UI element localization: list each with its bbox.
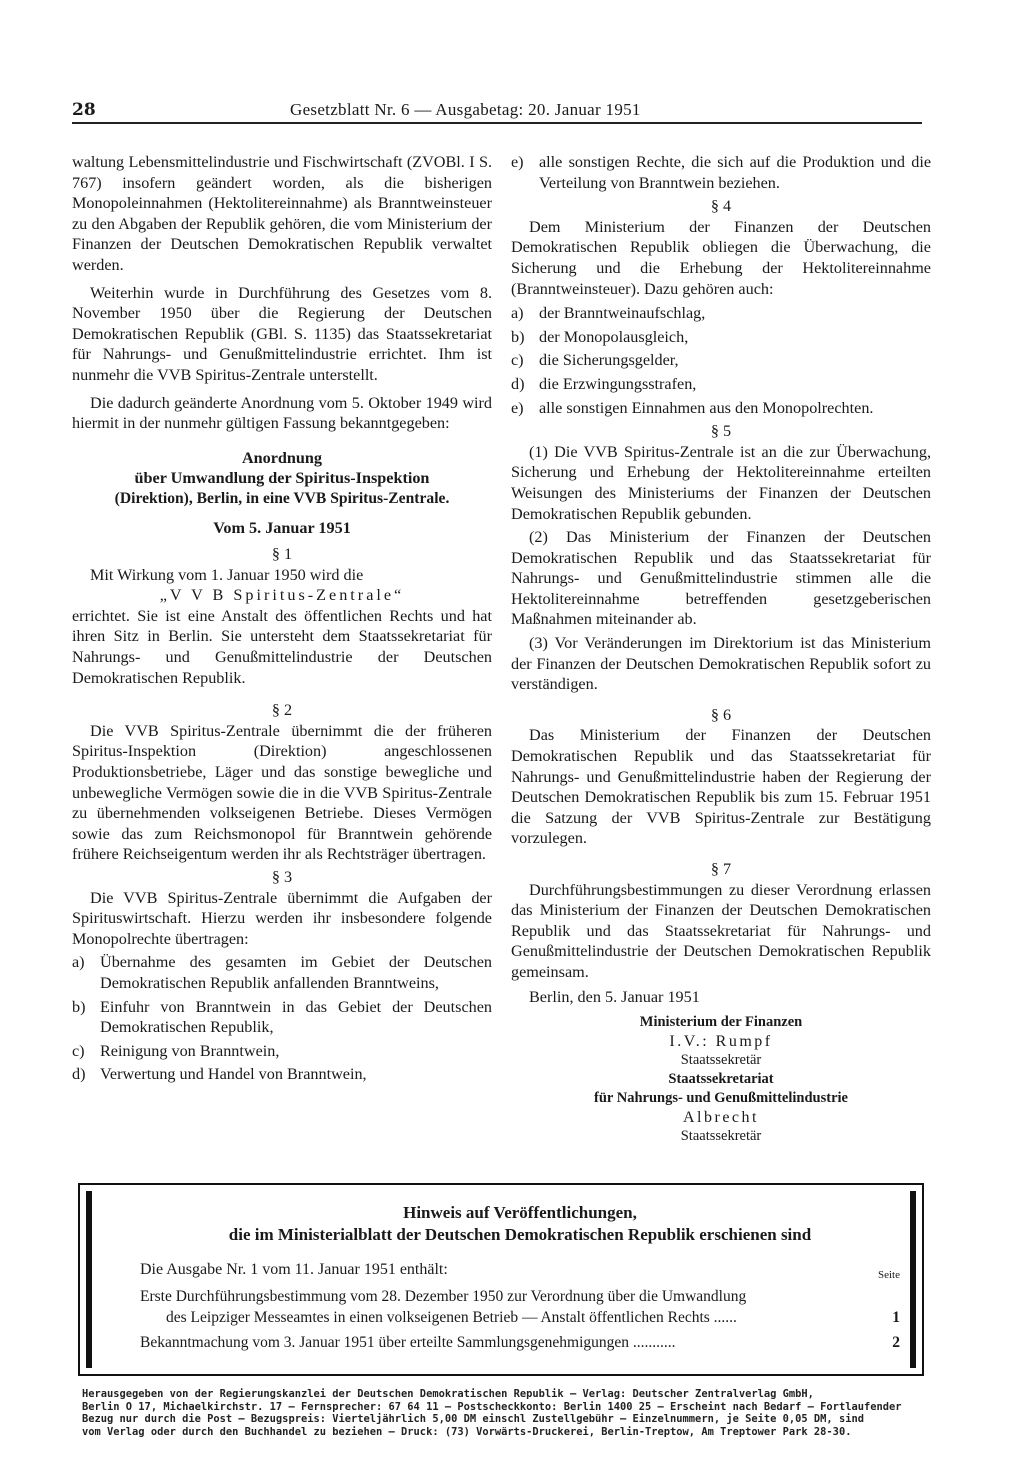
notice-entry-2-page: 2 <box>892 1334 900 1351</box>
notice-issue-row <box>140 1259 900 1286</box>
section-4-heading: § 4 <box>710 197 732 216</box>
section-1-heading: § 1 <box>271 545 293 564</box>
signature-title-1: Staatssekretär <box>680 1052 762 1069</box>
ordinance-date: Vom 5. Januar 1951 <box>213 518 351 537</box>
place-date: Berlin, den 5. Januar 1951 <box>529 987 700 1006</box>
imprint-line-1: Herausgegeben von der Regierungskanzlei der Deutschen Demokratischen Republik — Verlag: Deutscher Zentralverlag GmbH, <box>82 1388 814 1400</box>
ordinance-heading-2: über Umwandlung der Spiritus-Inspektion <box>134 469 430 488</box>
ordinance-heading-3: (Direktion), Berlin, in eine VVB Spiritus-Zentrale. <box>114 489 450 507</box>
section-2-text: Die VVB Spiritus-Zentrale übernimmt die der früheren Spiritus-Inspektion (Direktion) angeschlossenen Produktionsbetriebe, Läger und das sonstige bewegliche und unbewegliche Vermögen sowie die in die VVB Spiritus-Zentrale zu übernehmenden volkseigenen Betriebe. Dieses Vermögen sowie das zum Reichsmonopol für Branntwein gehörende frühere Reichseigentum werden ihr als Rechtsträger übertragen. <box>72 721 492 864</box>
box-right-bar <box>910 1191 916 1368</box>
ordinance-heading-1: Anordnung <box>241 448 323 467</box>
notice-issue: Die Ausgabe Nr. 1 vom 11. Januar 1951 enthält: <box>140 1261 448 1278</box>
section-1-line: Mit Wirkung vom 1. Januar 1950 wird die <box>90 565 364 584</box>
notice-entry-2 <box>140 1332 900 1353</box>
notice-entry-1b <box>140 1307 900 1328</box>
list-item: e) alle sonstigen Rechte, die sich auf die Produktion und die Verteilung von Branntwein beziehen. <box>511 153 931 192</box>
list-item: a) der Branntweinaufschlag, <box>511 304 706 323</box>
list-item: b) der Monopolausgleich, <box>511 327 689 346</box>
notice-entry-1-page: 1 <box>892 1309 900 1326</box>
intro-paragraph-2: Weiterhin wurde in Durchführung des Gesetzes vom 8. November 1950 über die Regierung der Deutschen Demokratischen Republik (GBl. S. 1135) das Staatssekretariat für Nahrungs- und Genußmittelindustrie errichtet. Ihm ist nunmehr die VVB Spiritus-Zentrale unterstellt. <box>72 283 492 384</box>
signature-block <box>511 1013 931 1146</box>
notice-seite-label: Seite <box>878 1269 900 1281</box>
section-7-text: Durchführungsbestimmungen zu dieser Verordnung erlassen das Ministerium der Finanzen der Deutschen Demokratischen Republik und das Staatssekretariat für Nahrungs- und Genußmittelindustrie der Deutschen Demokratischen Republik gemeinsam. <box>511 880 931 981</box>
list-item: b) Einfuhr von Branntwein in das Gebiet der Deutschen Demokratischen Republik, <box>72 997 492 1037</box>
list-item: d) Verwertung und Handel von Branntwein, <box>72 1065 367 1084</box>
notice-entry-1-line-1: Erste Durchführungsbestimmung vom 28. Dezember 1950 zur Verordnung über die Umwandlung <box>140 1288 747 1305</box>
notice-content <box>140 1203 900 1353</box>
imprint-line-2: Berlin O 17, Michaelkirchstr. 17 — Fernsprecher: 67 64 11 — Postscheckkonto: Berlin 1400 25 — Erscheint nach Bedarf — Fortlaufender <box>82 1400 902 1413</box>
notice-title-2: die im Ministerialblatt der Deutschen Demokratischen Republik erschienen sind <box>228 1225 812 1244</box>
signature-title-2: Staatssekretär <box>680 1128 762 1145</box>
list-item: c) Reinigung von Branntwein, <box>72 1041 280 1060</box>
right-column <box>511 152 931 1146</box>
signature-name-1: I.V.: Rumpf <box>669 1033 773 1051</box>
section-6-heading: § 6 <box>710 705 732 724</box>
page-number: 28 <box>72 100 96 120</box>
publications-notice-box <box>78 1183 924 1376</box>
box-left-bar <box>86 1191 92 1368</box>
notice-entry-1 <box>140 1286 900 1307</box>
section-1-text: errichtet. Sie ist eine Anstalt des öffentlichen Rechts und hat ihren Sitz in Berlin. Sie untersteht dem Staatssekretariat für Nahrungs- und Genußmittelindustrie der Deutschen Demokratischen Republik. <box>72 606 492 687</box>
notice-entry-1-line-2: des Leipziger Messeamtes in einen volkseigenen Betrieb — Anstalt öffentlichen Rechts ...... <box>166 1309 737 1326</box>
section-5-paragraph-2: (2) Das Ministerium der Finanzen der Deutschen Demokratischen Republik und das Staatssekretariat für Nahrungs- und Genußmittelindustrie stimmen alle die Hektolitereinnahme betreffenden gesetzgeberischen Maßnahmen miteinander ab. <box>511 528 931 629</box>
left-column <box>72 152 492 1088</box>
signature-org-2b: für Nahrungs- und Genußmittelindustrie <box>594 1090 848 1107</box>
imprint-footer <box>82 1388 938 1438</box>
section-5-paragraph-1: (1) Die VVB Spiritus-Zentrale ist an die zur Überwachung, Sicherung und Erhebung der Hektolitereinnahme erteilten Weisungen des Ministeriums der Finanzen der Deutschen Demokratischen Republik gebunden. <box>511 442 931 523</box>
header-rule <box>72 122 922 124</box>
section-6-text: Das Ministerium der Finanzen der Deutschen Demokratischen Republik und das Staatssekretariat für Nahrungs- und Genußmittelindustrie haben der Regierung der Deutschen Demokratischen Republik bis zum 15. Februar 1951 die Satzung der VVB Spiritus-Zentrale zur Bestätigung vorzulegen. <box>511 726 931 848</box>
notice-title-1: Hinweis auf Veröffentlichungen, <box>403 1203 637 1222</box>
intro-paragraph-3: Die dadurch geänderte Anordnung vom 5. Oktober 1949 wird hiermit in der nunmehr gültigen Fassung bekanntgegeben: <box>72 393 492 433</box>
section-2-heading: § 2 <box>271 701 293 720</box>
list-item: e) alle sonstigen Einnahmen aus den Monopolrechten. <box>511 398 874 417</box>
list-item: a) Übernahme des gesamten im Gebiet der Deutschen Demokratischen Republik anfallenden Branntweins, <box>72 953 492 992</box>
signature-org-1: Ministerium der Finanzen <box>639 1014 803 1031</box>
signature-name-2: Albrecht <box>683 1109 759 1127</box>
signature-org-2a: Staatssekretariat <box>668 1071 774 1088</box>
section-3-heading: § 3 <box>271 868 293 886</box>
section-5-paragraph-3: (3) Vor Veränderungen im Direktorium ist das Ministerium der Finanzen der Deutschen Demokratischen Republik sofort zu verständigen. <box>511 634 931 694</box>
header-title: Gesetzblatt Nr. 6 — Ausgabetag: 20. Januar 1951 <box>290 100 641 119</box>
intro-paragraph-1: waltung Lebensmittelindustrie und Fischwirtschaft (ZVOBl. I S. 767) insofern geändert worden, als die bisherigen Monopoleinnahmen (Hektolitereinnahme) als Branntweinsteuer zu den Abgaben der Republik gehören, die vom Ministerium der Finanzen der Deutschen Demokratischen Republik verwaltet werden. <box>72 153 492 274</box>
list-item: d) die Erzwingungsstrafen, <box>511 374 697 393</box>
imprint-line-3: Bezug nur durch die Post — Bezugspreis: Vierteljährlich 5,00 DM einschl Zustellgebühr — Einzelnummern, je Seite 0,05 DM, sind <box>82 1413 864 1426</box>
section-4-text: Dem Ministerium der Finanzen der Deutschen Demokratischen Republik obliegen die Überwachung, die Sicherung und die Erhebung der Hektolitereinnahme (Branntweinsteuer). Dazu gehören auch: <box>511 217 931 298</box>
section-3-text: Die VVB Spiritus-Zentrale übernimmt die Aufgaben der Spirituswirtschaft. Hierzu werden ihr insbesondere folgende Monopolrechte übertragen: <box>72 888 492 948</box>
section-7-heading: § 7 <box>710 860 732 878</box>
imprint-line-4: vom Verlag oder durch den Buchhandel zu beziehen — Druck: (73) Vorwärts-Druckerei, Berlin-Treptow, Am Treptower Park 28-30. <box>82 1425 852 1438</box>
notice-entry-2-text: Bekanntmachung vom 3. Januar 1951 über erteilte Sammlungsgenehmigungen ........... <box>140 1334 676 1351</box>
section-5-heading: § 5 <box>710 422 732 441</box>
list-item: c) die Sicherungsgelder, <box>511 351 679 370</box>
section-1-entity-name: „V V B Spiritus-Zentrale“ <box>159 586 405 605</box>
